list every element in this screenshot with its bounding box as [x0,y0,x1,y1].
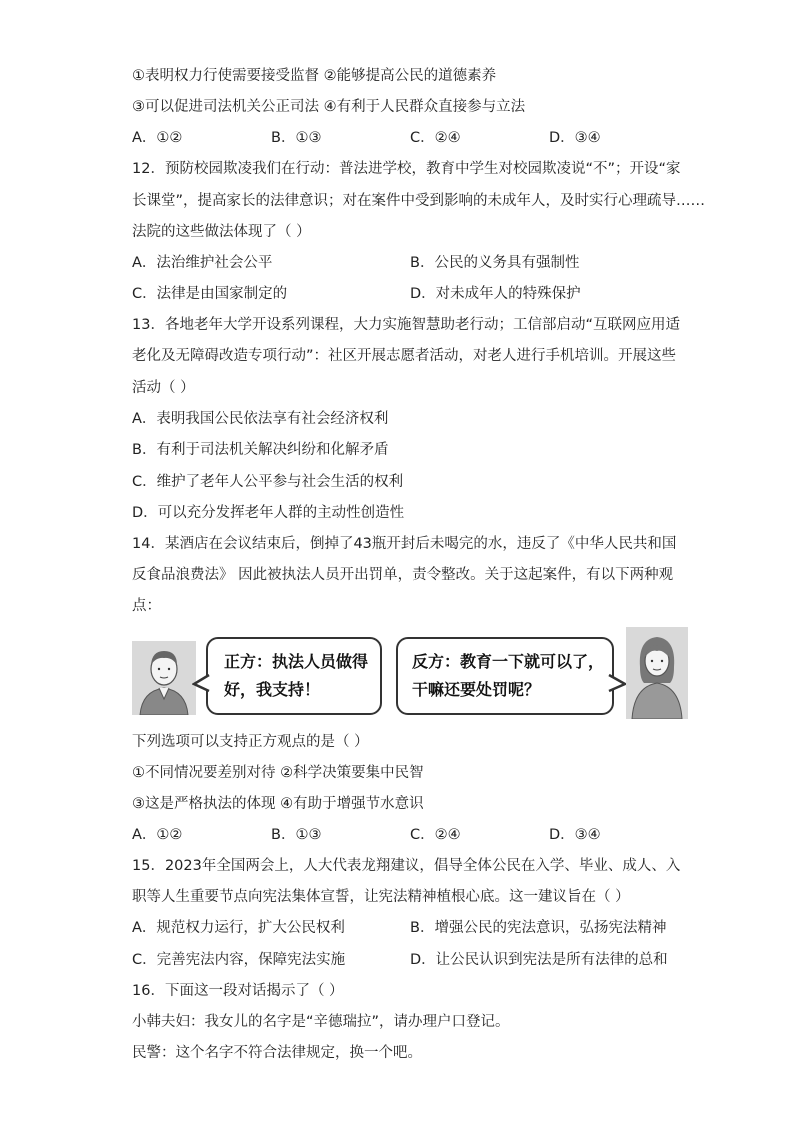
left-bubble-line1: 正方：执法人员做得 [224,652,369,671]
q11-option-d[interactable]: D．③④ [549,130,601,146]
q15-stem-line1: 15．2023年全国两会上，人大代表龙翔建议，倡导全体公民在入学、毕业、成人、入 [132,858,681,874]
q13-stem-line2: 老化及无障碍改造专项行动”：社区开展志愿者活动，对老人进行手机培训。开展这些 [132,348,677,364]
q14-option-d[interactable]: D．③④ [549,827,601,843]
q11-option-a[interactable]: A．①② [132,130,183,146]
q12-option-d[interactable]: D．对未成年人的特殊保护 [410,286,581,302]
left-bubble-line2: 好，我支持！ [224,680,321,699]
right-bubble-line1: 反方：教育一下就可以了， [412,652,605,671]
q14-stem-line1: 14．某酒店在会议结束后，倒掉了43瓶开封后未喝完的水，违反了《中华人民共和国 [132,536,677,552]
q13-option-b[interactable]: B．有利于司法机关解决纠纷和化解矛盾 [132,442,389,458]
q14-statements-row1: ①不同情况要差别对待 ②科学决策要集中民智 [132,765,424,781]
q13-stem-line3: 活动（ ） [132,380,195,396]
q11-option-c[interactable]: C．②④ [410,130,461,146]
q13-option-d[interactable]: D．可以充分发挥老年人群的主动性创造性 [132,505,405,521]
q15-stem-line2: 职等人生重要节点向宪法集体宣誓，让宪法精神植根心底。这一建议旨在（ ） [132,889,630,905]
q12-stem-line1: 12．预防校园欺凌我们在行动：普法进学校，教育中学生对校园欺凌说“不”；开设“家 [132,161,681,177]
q14-cartoon [132,627,688,719]
q14-stem-line3: 点： [132,598,161,614]
q11-statements-row1: ①表明权力行使需要接受监督 ②能够提高公民的道德素养 [132,68,497,84]
q12-stem-line2: 长课堂”，提高家长的法律意识；对在案件中受到影响的未成年人，及时实行心理疏导…… [132,193,706,209]
q11-statements-row2: ③可以促进司法机关公正司法 ④有利于人民群众直接参与立法 [132,99,526,115]
q16-dialogue-line1: 小韩夫妇：我女儿的名字是“辛德瑞拉”，请办理户口登记。 [132,1014,510,1030]
q15-option-b[interactable]: B．增强公民的宪法意识，弘扬宪法精神 [410,920,667,936]
q16-dialogue-line2: 民警：这个名字不符合法律规定，换一个吧。 [132,1045,422,1061]
q14-option-c[interactable]: C．②④ [410,827,461,843]
right-bubble-tail [606,673,628,693]
q14-option-a[interactable]: A．①② [132,827,183,843]
q12-stem-line3: 法院的这些做法体现了（ ） [132,224,311,240]
q12-option-c[interactable]: C．法律是由国家制定的 [132,286,288,302]
q12-option-b[interactable]: B．公民的义务具有强制性 [410,255,580,271]
q14-stem-line2: 反食品浪费法》 因此被执法人员开出罚单，责令整改。关于这起案件，有以下两种观 [132,567,674,583]
q15-option-d[interactable]: D．让公民认识到宪法是所有法律的总和 [410,952,668,968]
q14-statements-row2: ③这是严格执法的体现 ④有助于增强节水意识 [132,796,424,812]
q14-option-b[interactable]: B．①③ [271,827,322,843]
q15-option-a[interactable]: A．规范权力运行，扩大公民权利 [132,920,345,936]
q14-prompt: 下列选项可以支持正方观点的是（ ） [132,734,369,750]
q15-option-c[interactable]: C．完善宪法内容，保障宪法实施 [132,952,346,968]
right-bubble-line2: 干嘛还要处罚呢？ [412,680,541,699]
q11-option-b[interactable]: B．①③ [271,130,322,146]
q12-option-a[interactable]: A．法治维护社会公平 [132,255,273,271]
q13-option-a[interactable]: A．表明我国公民依法享有社会经济权利 [132,411,389,427]
q13-stem-line1: 13．各地老年大学开设系列课程，大力实施智慧助老行动；工信部启动“互联网应用适 [132,317,680,333]
q16-stem-line1: 16．下面这一段对话揭示了（ ） [132,983,344,999]
man-figure [132,641,196,715]
woman-figure [626,627,688,719]
q13-option-c[interactable]: C．维护了老年人公平参与社会生活的权利 [132,474,404,490]
left-bubble-tail [192,673,212,693]
